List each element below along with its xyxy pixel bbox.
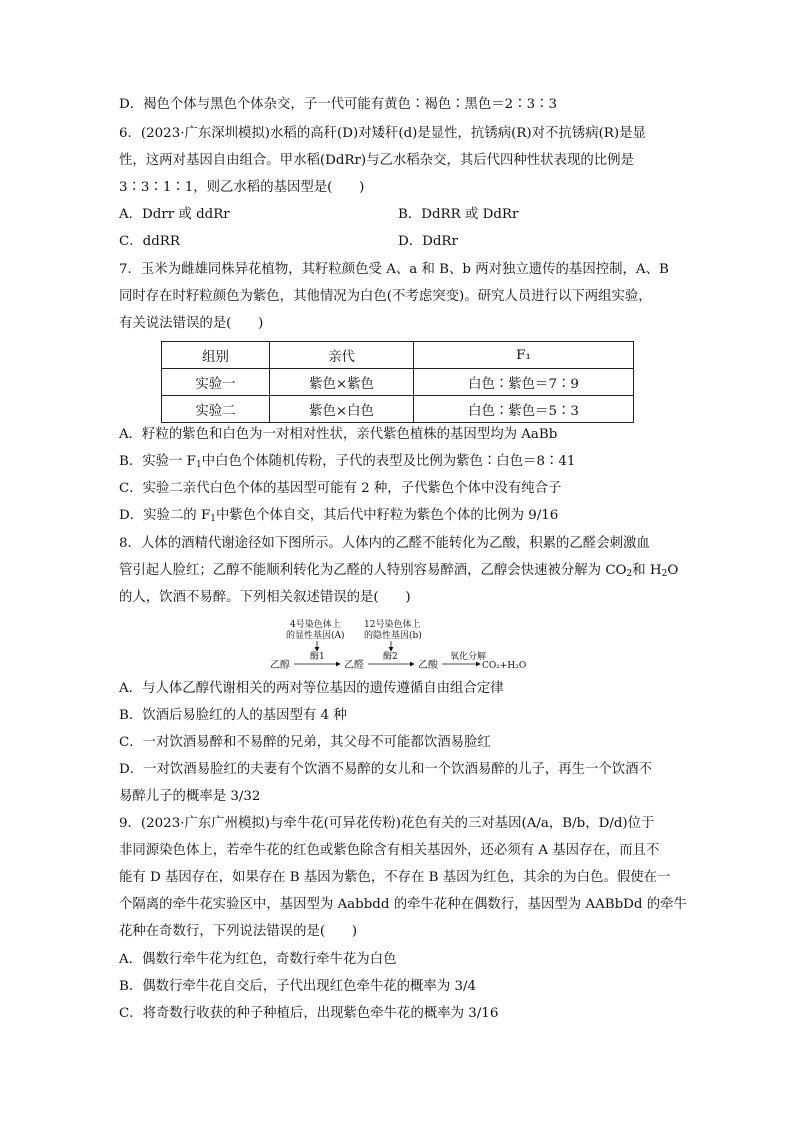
q7-option-c: C．实验二亲代白色个体的基因型可能有 2 种，子代紫色个体中没有纯合子: [119, 481, 562, 496]
q7-option-d-sub: 1: [210, 514, 216, 524]
gene2-label-line1: 12号染色体上: [364, 620, 421, 630]
q5-option-d: D．褐色个体与黑色个体杂交，子一代可能有黄色∶褐色∶黑色＝2∶3∶3: [119, 97, 558, 112]
q7-stem-line2: 同时存在时籽粒颜色为紫色，其他情况为白色(不考虑突变)。研究人员进行以下两组实验，: [119, 289, 652, 304]
q7-option-a: A．籽粒的紫色和白色为一对相对性状，亲代紫色植株的基因型均为 AaBb: [119, 427, 558, 442]
q9-stem-line2: 非同源染色体上，若牵牛花的红色或紫色除含有相关基因外，还必须有 A 基因存在，而且不: [119, 843, 660, 858]
q7-data-table: [161, 341, 634, 423]
q7-option-d-post: 中紫色个体自交，其后代中籽粒为紫色个体的比例为 9/16: [215, 508, 559, 523]
q8-stem-line3: 的人，饮酒不易醉。下列相关叙述错误的是( ): [119, 590, 411, 605]
q7-option-b-pre: B．实验一 F: [119, 454, 196, 469]
q8-option-a: A．与人体乙醇代谢相关的两对等位基因的遗传遵循自由组合定律: [119, 681, 504, 696]
q9-stem-line5: 花种在奇数行，下列说法错误的是( ): [119, 924, 358, 939]
table-header-cell: 亲代: [270, 342, 414, 369]
table-cell: 实验二: [162, 396, 270, 423]
q6-stem-line3: 3∶3∶1∶1，则乙水稻的基因型是( ): [119, 180, 365, 195]
q8-option-d-line2: 易醉儿子的概率是 3/32: [119, 789, 261, 804]
q8-stem-line2-sub1: 2: [626, 569, 633, 579]
q7-stem-line3: 有关说法错误的是( ): [119, 316, 264, 331]
q8-stem-line1: 8．人体的酒精代谢途径如下图所示。人体内的乙醛不能转化为乙酸，积累的乙醛会刺激血: [119, 536, 650, 551]
table-header-row: [162, 342, 634, 369]
node-ethanol: 乙醇: [270, 660, 290, 671]
table-cell: 白色∶紫色＝5∶3: [414, 396, 634, 423]
q9-stem-line1: 9．(2023·广东广州模拟)与牵牛花(可异花传粉)花色有关的三对基因(A/a，B/b，D/d)位于: [119, 816, 655, 831]
table-cell: 紫色×白色: [270, 396, 414, 423]
table-header-cell: 组别: [162, 342, 270, 369]
q8-stem-line2-mid: 和 H: [632, 563, 662, 578]
q7-option-b: [119, 452, 575, 472]
table-cell: 实验一: [162, 369, 270, 396]
alcohol-metabolism-diagram: [270, 618, 530, 672]
table-cell: 紫色×紫色: [270, 369, 414, 396]
q8-stem-line2: [119, 561, 678, 581]
q6-stem-line1: 6．(2023·广东深圳模拟)水稻的高秆(D)对矮秆(d)是显性，抗锈病(R)对不抗锈病(R)是显: [119, 126, 646, 141]
gene2-label-line2: 的隐性基因(b): [364, 631, 422, 641]
enzyme1-label: 酶1: [310, 652, 325, 662]
table-header-cell: F₁: [414, 342, 634, 369]
oxidation-label: 氧化分解: [450, 652, 487, 662]
q8-option-d-line1: D．一对饮酒易脸红的夫妻有个饮酒不易醉的女儿和一个饮酒易醉的儿子，再生一个饮酒不: [119, 762, 652, 777]
q9-stem-line3: 能有 D 基因存在，如果存在 B 基因为紫色，不存在 B 基因为红色，其余的为白色。假使在一: [119, 870, 671, 885]
q8-stem-line2-post: O: [667, 563, 679, 578]
q6-option-d: D．DdRr: [398, 234, 458, 249]
q7-option-b-sub: 1: [195, 460, 202, 470]
q9-option-c: C．将奇数行收获的种子种植后，出现紫色牵牛花的概率为 3/16: [119, 1006, 499, 1021]
q9-option-a: A．偶数行牵牛花为红色，奇数行牵牛花为白色: [119, 952, 397, 967]
node-products: CO₂+H₂O: [482, 661, 527, 671]
q7-option-d: [119, 506, 558, 526]
q8-stem-line2-pre: 管引起人脸红；乙醇不能顺利转化为乙醛的人特别容易醉酒，乙醇会快速被分解为 CO: [119, 563, 627, 578]
gene1-label-line1: 4号染色体上: [290, 620, 341, 630]
q6-option-c: C．ddRR: [119, 234, 180, 249]
q8-stem-line2-sub2: 2: [661, 569, 668, 579]
gene1-label-line2: 的显性基因(A): [286, 631, 345, 641]
table-row: [162, 396, 634, 423]
q8-option-c: C．一对饮酒易醉和不易醉的兄弟，其父母不可能都饮酒易脸红: [119, 735, 491, 750]
enzyme2-label: 酶2: [383, 652, 398, 662]
table-row: [162, 369, 634, 396]
node-acetic-acid: 乙酸: [418, 660, 438, 671]
node-acetaldehyde: 乙醛: [344, 660, 364, 671]
q6-option-a: A．Ddrr 或 ddRr: [119, 207, 230, 222]
table-cell: 白色∶紫色＝7∶9: [414, 369, 634, 396]
q6-option-b: B．DdRR 或 DdRr: [398, 207, 519, 222]
q7-option-b-post: 中白色个体随机传粉，子代的表型及比例为紫色∶白色＝8∶41: [201, 454, 576, 469]
q6-stem-line2: 性，这两对基因自由组合。甲水稻(DdRr)与乙水稻杂交，其后代四种性状表现的比例是: [119, 153, 634, 168]
q7-option-d-pre: D．实验二的 F: [119, 508, 211, 523]
q7-stem-line1: 7．玉米为雌雄同株异花植物，其籽粒颜色受 A、a 和 B、b 两对独立遗传的基因控制，A、B: [119, 262, 669, 277]
q8-option-b: B．饮酒后易脸红的人的基因型有 4 种: [119, 708, 347, 723]
q9-option-b: B．偶数行牵牛花自交后，子代出现红色牵牛花的概率为 3/4: [119, 979, 477, 994]
q9-stem-line4: 个隔离的牵牛花实验区中，基因型为 Aabbdd 的牵牛花种在偶数行，基因型为 AABbDd 的牵牛: [119, 897, 687, 912]
